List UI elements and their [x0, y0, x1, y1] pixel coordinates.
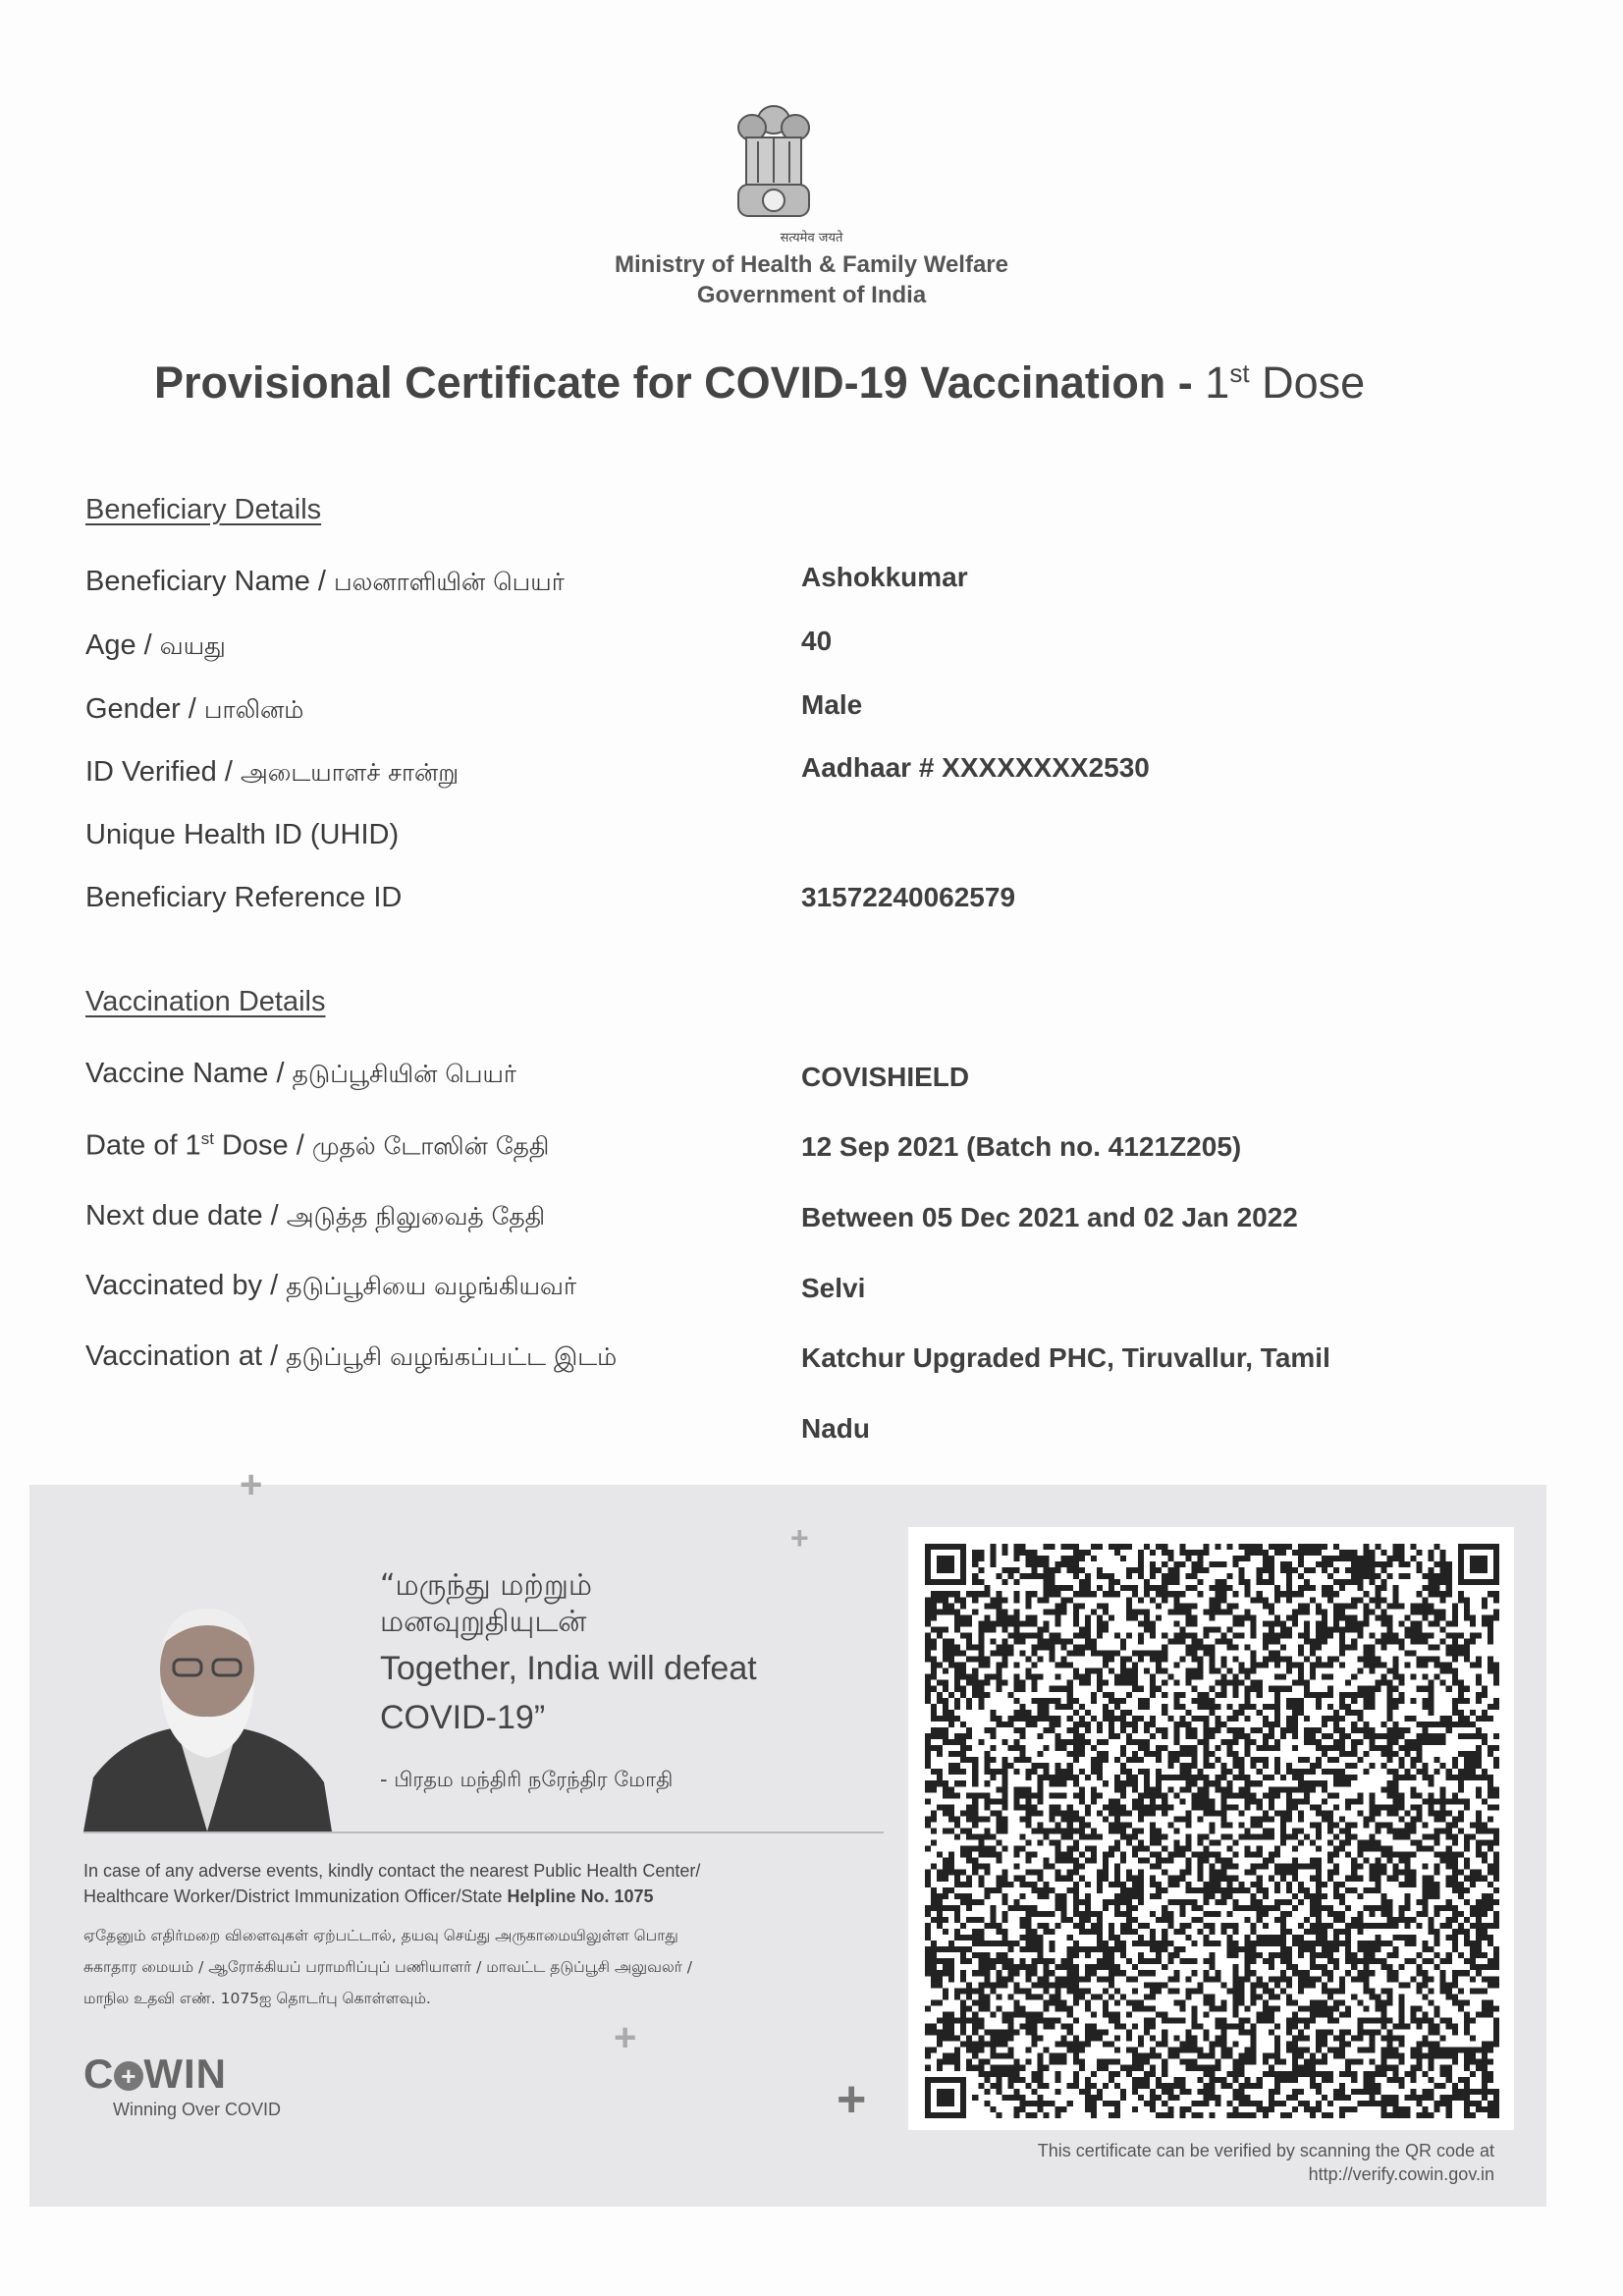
national-emblem-icon	[729, 98, 819, 230]
certificate-title	[154, 357, 1365, 409]
adverse-events-en-line1: In case of any adverse events, kindly contact the nearest Public Health Center/	[83, 1861, 701, 1881]
adverse-events-ta-line3: மாநில உதவி எண். 1075ஐ தொடர்பு கொள்ளவும்.	[83, 1990, 431, 2007]
vaccination-details-heading: Vaccination Details	[85, 986, 326, 1017]
gender-value: Male	[801, 689, 863, 720]
id-verified-value: Aadhaar # XXXXXXXX2530	[801, 752, 1150, 783]
reference-id-label: Beneficiary Reference ID	[85, 882, 403, 913]
divider	[83, 1831, 884, 1833]
gender-label: Gender / பாலினம்	[85, 693, 304, 725]
reference-id-value: 31572240062579	[801, 882, 1016, 912]
next-due-label: Next due date / அடுத்த நிலுவைத் தேதி	[85, 1200, 546, 1231]
dose-date-label: Date of 1st Dose / முதல் டோஸின் தேதி	[85, 1129, 550, 1162]
emblem-motto: सत्यमेव जयते	[780, 231, 843, 246]
quote-english-line1: Together, India will defeat	[380, 1650, 757, 1687]
quote-tamil-line1: “மருந்து மற்றும்	[380, 1568, 593, 1603]
dose-word: Dose	[1249, 357, 1366, 408]
dose-number: 1	[1205, 357, 1230, 408]
id-verified-label: ID Verified / அடையாளச் சான்று	[85, 756, 460, 788]
verification-text: This certificate can be verified by scanning the QR code at	[1037, 2141, 1494, 2160]
quote-tamil-line2: மனவுறுதியுடன்	[380, 1605, 587, 1639]
dose-date-value: 12 Sep 2021 (Batch no. 4121Z205)	[801, 1131, 1242, 1162]
beneficiary-name-value: Ashokkumar	[801, 562, 968, 592]
beneficiary-details-heading: Beneficiary Details	[85, 494, 322, 525]
vaccine-name-value: COVISHIELD	[801, 1062, 970, 1092]
helpline-number: Helpline No. 1075	[507, 1886, 654, 1906]
vaccination-at-value-line2: Nadu	[801, 1413, 870, 1444]
cowin-logo: C + WIN	[83, 2050, 227, 2097]
plus-decoration-icon: +	[837, 2071, 867, 2128]
vaccinated-by-label: Vaccinated by / தடுப்பூசியை வழங்கியவர்	[85, 1270, 577, 1301]
prime-minister-photo	[83, 1591, 332, 1831]
vaccinated-by-value: Selvi	[801, 1273, 866, 1303]
cowin-plus-icon: +	[114, 2061, 143, 2091]
age-value: 40	[801, 626, 833, 656]
plus-decoration-icon: +	[240, 1463, 263, 1506]
plus-decoration-icon: +	[790, 1520, 809, 1556]
verification-note	[884, 2139, 1494, 2186]
title-main: Provisional Certificate for COVID-19 Vaccination -	[154, 357, 1206, 408]
vaccination-at-value: Katchur Upgraded PHC, Tiruvallur, Tamil	[801, 1342, 1330, 1373]
title-dose	[1205, 357, 1365, 408]
uhid-label: Unique Health ID (UHID)	[85, 819, 400, 850]
cowin-tagline: Winning Over COVID	[113, 2100, 282, 2119]
adverse-events-ta-line1: ஏதேனும் எதிர்மறை விளைவுகள் ஏற்பட்டால், தயவு செய்து அருகாமையிலுள்ள பொது	[83, 1927, 678, 1944]
next-due-value: Between 05 Dec 2021 and 02 Jan 2022	[801, 1202, 1298, 1232]
government-name: Government of India	[696, 282, 927, 308]
quote-attribution: - பிரதம மந்திரி நரேந்திர மோதி	[380, 1768, 674, 1791]
vaccination-at-label: Vaccination at / தடுப்பூசி வழங்கப்பட்ட இடம்	[85, 1340, 618, 1372]
verification-url[interactable]: http://verify.cowin.gov.in	[1308, 2164, 1494, 2184]
vaccine-name-label: Vaccine Name / தடுப்பூசியின் பெயர்	[85, 1058, 516, 1089]
adverse-events-en-line2: Healthcare Worker/District Immunization Officer/State Helpline No. 1075	[83, 1886, 654, 1906]
plus-decoration-icon: +	[614, 2016, 637, 2059]
beneficiary-name-label: Beneficiary Name / பலனாளியின் பெயர்	[85, 566, 565, 597]
quote-english-line2: COVID-19”	[380, 1699, 546, 1736]
qr-code[interactable]	[925, 1544, 1499, 2118]
age-label: Age / வயது	[85, 629, 226, 661]
dose-suffix: st	[1229, 358, 1250, 388]
ministry-name: Ministry of Health & Family Welfare	[615, 251, 1008, 278]
adverse-events-ta-line2: சுகாதார மையம் / ஆரோக்கியப் பராமரிப்புப் பணியாளர் / மாவட்ட தடுப்பூசி அலுவலர் /	[83, 1958, 693, 1976]
